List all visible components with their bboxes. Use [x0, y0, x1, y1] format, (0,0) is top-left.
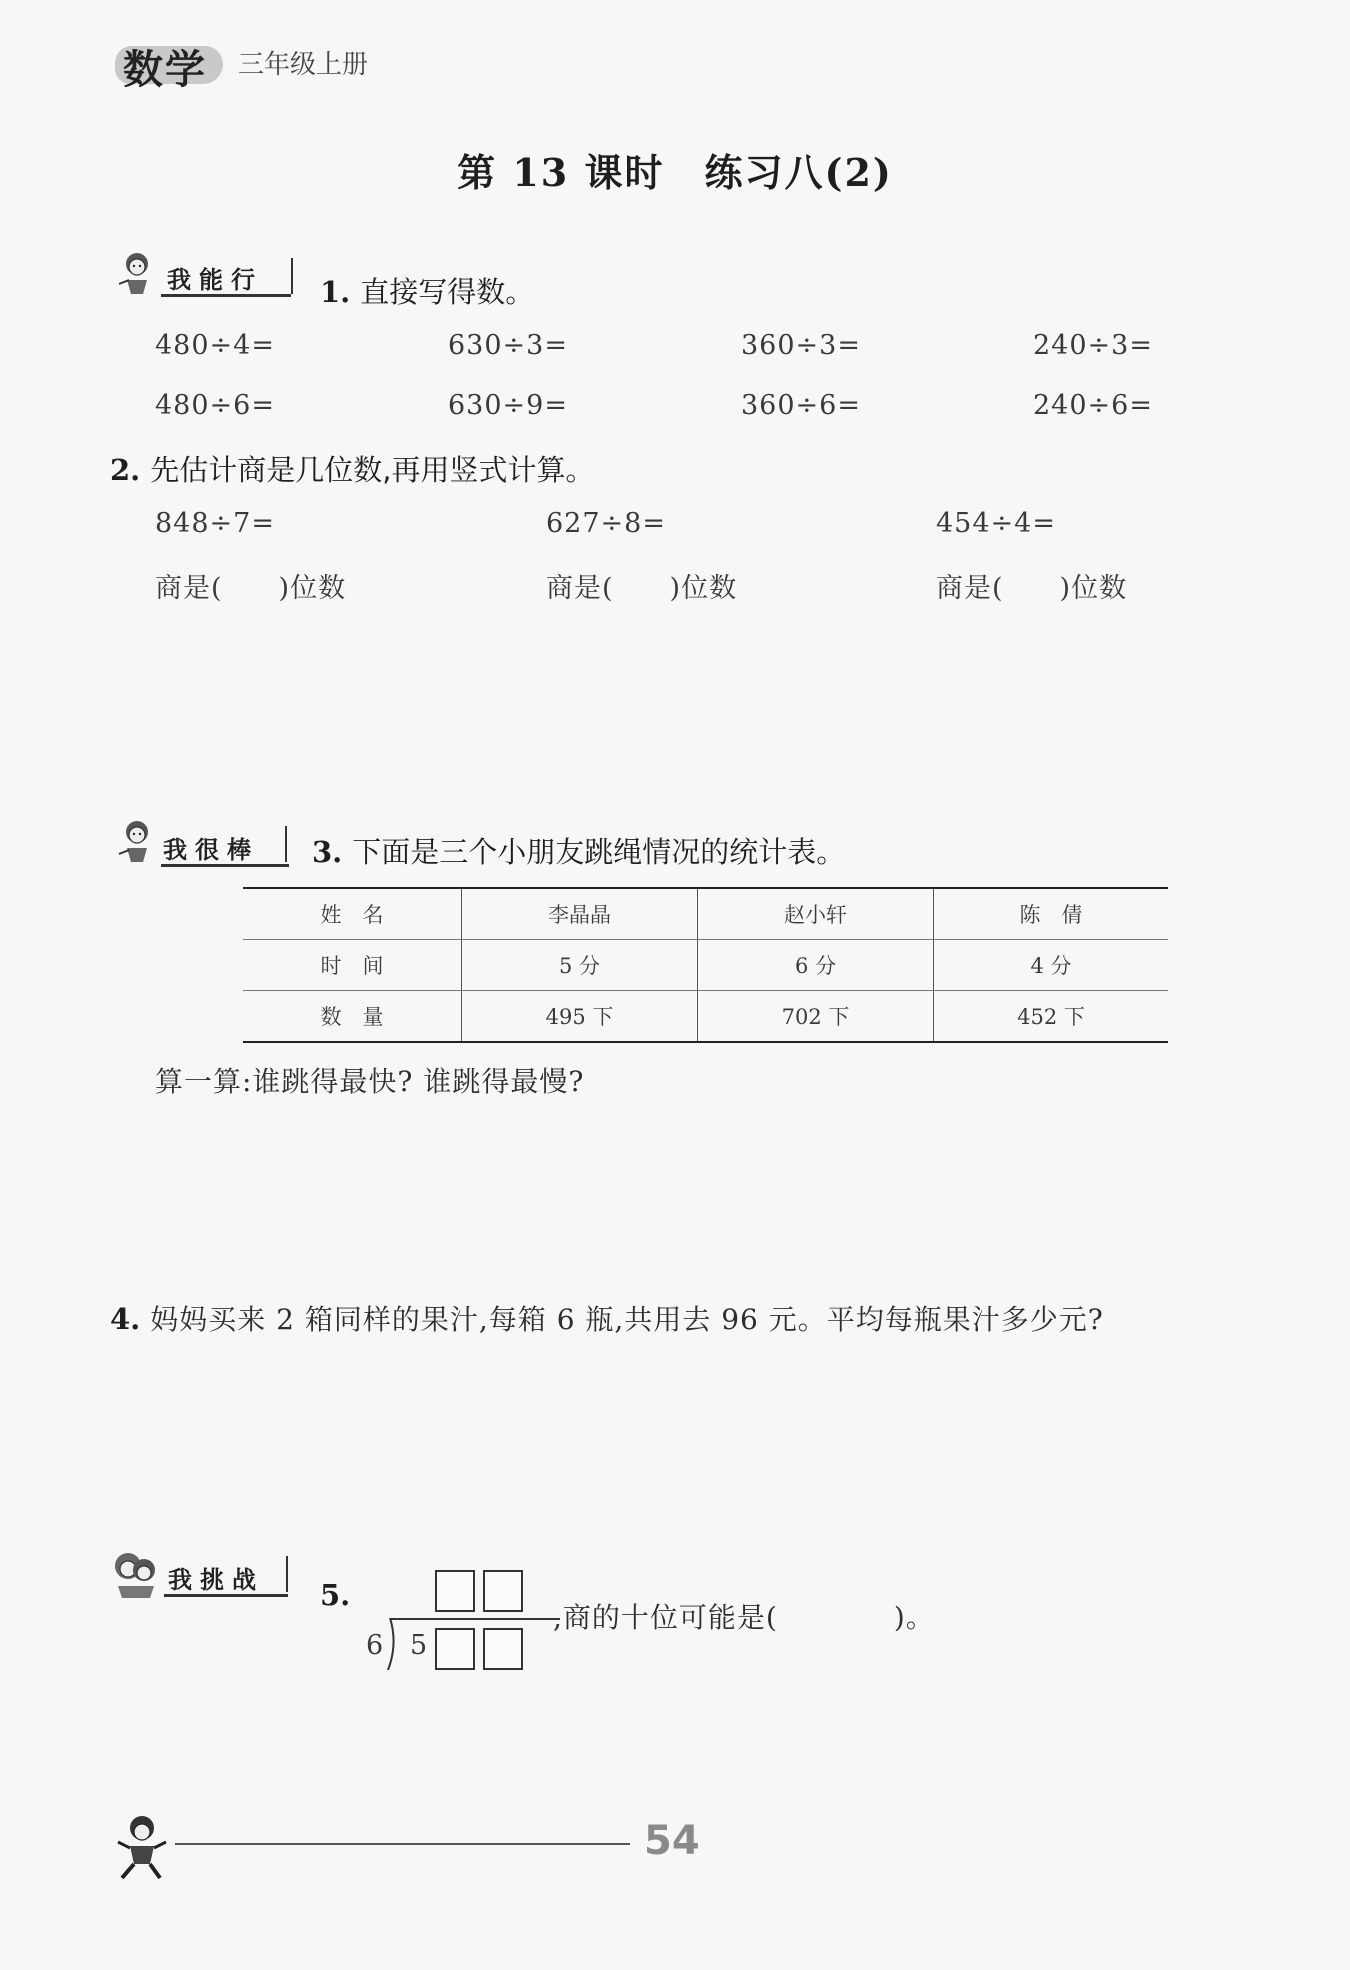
table-cell: 495 下 [461, 991, 697, 1043]
q2-expr: 627÷8= [546, 508, 666, 539]
q3-question: 算一算:谁跳得最快? 谁跳得最慢? [155, 1065, 585, 1098]
mascot-runner-icon [112, 1812, 170, 1882]
q2-number: 2. [110, 453, 141, 487]
table-cell: 5 分 [461, 940, 697, 991]
badge-label: 我能行 [167, 266, 263, 294]
q1-expr: 240÷6= [1033, 390, 1153, 421]
q1-expr: 360÷6= [741, 390, 861, 421]
q1-number: 1. [320, 275, 351, 309]
q4-number: 4. [110, 1302, 141, 1336]
quotient-digit-box[interactable] [435, 1570, 475, 1612]
q2-title: 先估计商是几位数,再用竖式计算。 [150, 453, 595, 487]
table-cell: 姓 名 [243, 888, 461, 940]
table-header-row [243, 888, 1168, 940]
mascot-girl-icon [115, 250, 159, 298]
mascot-kids-icon [110, 1548, 162, 1600]
q2-heading [110, 448, 595, 489]
table-cell: 赵小轩 [698, 888, 934, 940]
q1-heading [320, 270, 534, 311]
table-cell: 6 分 [698, 940, 934, 991]
divisor: 6 [366, 1630, 385, 1661]
table-row [243, 940, 1168, 991]
division-bracket [382, 1618, 398, 1670]
badge-label: 我挑战 [168, 1566, 264, 1594]
q5-heading [320, 1578, 360, 1612]
q2-expr: 454÷4= [936, 508, 1056, 539]
table-row [243, 991, 1168, 1043]
badge-underline [161, 864, 289, 867]
table-cell: 陈 倩 [934, 888, 1168, 940]
q2-expr: 848÷7= [155, 508, 275, 539]
badge-great [115, 818, 295, 870]
table-cell: 452 下 [934, 991, 1168, 1043]
grade-label: 三年级上册 [238, 50, 369, 80]
subject-brand [115, 38, 225, 93]
page-number: 54 [644, 1818, 700, 1864]
quotient-digit-box[interactable] [483, 1570, 523, 1612]
badge-divider [286, 1556, 288, 1592]
brand-title: 数学 [123, 47, 207, 93]
footer-rule [175, 1843, 630, 1845]
division-bar [390, 1618, 560, 1620]
q2-digit-hint: 商是( )位数 [936, 573, 1128, 604]
dividend-digit-box[interactable] [483, 1628, 523, 1670]
badge-underline [161, 294, 291, 297]
q4-heading [110, 1298, 1104, 1338]
q3-heading [312, 830, 845, 871]
q1-expr: 630÷3= [448, 330, 568, 361]
q1-expr: 240÷3= [1033, 330, 1153, 361]
q5-text: ,商的十位可能是( )。 [553, 1601, 935, 1634]
q1-expr: 630÷9= [448, 390, 568, 421]
q1-expr: 360÷3= [741, 330, 861, 361]
table-cell: 702 下 [698, 991, 934, 1043]
q4-text: 妈妈买来 2 箱同样的果汁,每箱 6 瓶,共用去 96 元。平均每瓶果汁多少元? [150, 1303, 1104, 1336]
badge-divider [285, 826, 287, 862]
q1-title: 直接写得数。 [360, 275, 535, 309]
q3-number: 3. [312, 835, 343, 869]
dividend-digit-box[interactable] [435, 1628, 475, 1670]
table-cell: 李晶晶 [461, 888, 697, 940]
badge-challenge [110, 1548, 290, 1600]
q3-title: 下面是三个小朋友跳绳情况的统计表。 [352, 835, 846, 869]
q2-digit-hint: 商是( )位数 [546, 573, 738, 604]
table-cell: 数 量 [243, 991, 461, 1043]
table-cell: 4 分 [934, 940, 1168, 991]
badge-divider [291, 258, 293, 294]
q1-expr: 480÷4= [155, 330, 275, 361]
badge-can-do [115, 250, 295, 302]
q1-expr: 480÷6= [155, 390, 275, 421]
dividend-first-digit: 5 [410, 1630, 429, 1661]
q2-digit-hint: 商是( )位数 [155, 573, 347, 604]
jump-rope-table [243, 887, 1168, 1043]
table-cell: 时 间 [243, 940, 461, 991]
q5-number: 5. [320, 1578, 351, 1612]
long-division-diagram [360, 1570, 560, 1680]
badge-label: 我很棒 [163, 836, 259, 864]
badge-underline [164, 1594, 288, 1597]
lesson-title: 第 13 课时 练习八(2) [457, 150, 893, 195]
mascot-girl-icon [115, 818, 159, 866]
